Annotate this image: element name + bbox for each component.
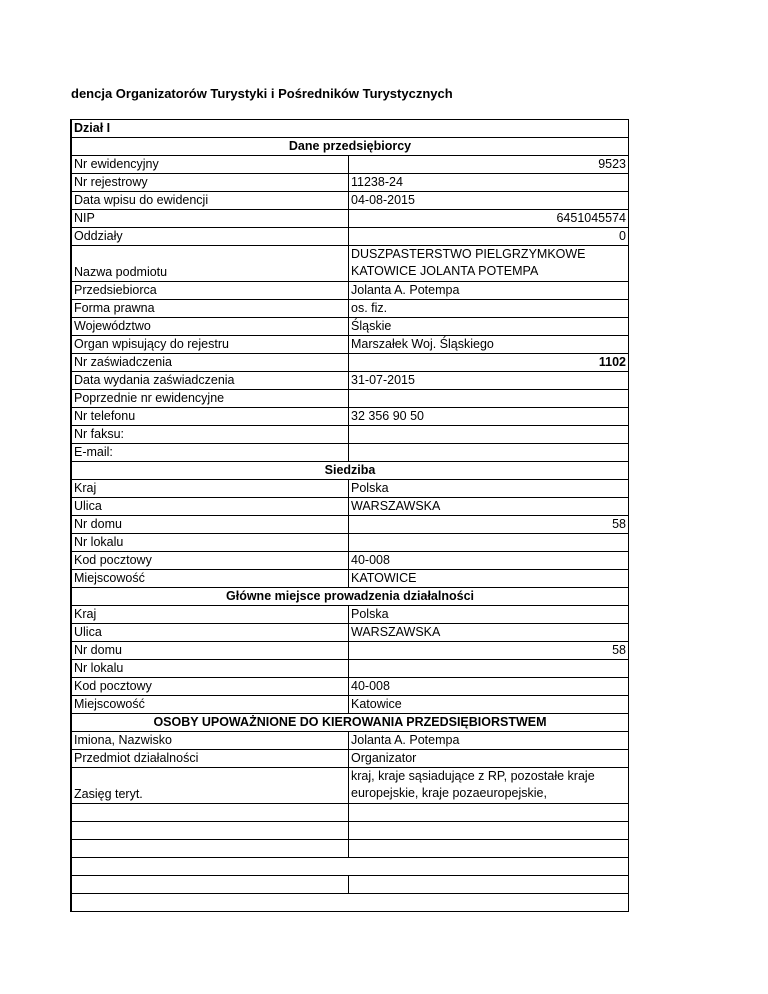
scope-line1: kraj, kraje sąsiadujące z RP, pozostałe kraje [351,769,595,783]
document-title: dencja Organizatorów Turystyki i Pośredników Turystycznych [71,86,453,101]
field-label: Przedsiebiorca [72,282,349,299]
empty-cell [72,876,349,893]
scope-row [72,768,628,804]
field-value: 04-08-2015 [351,193,415,207]
field-row [72,642,628,660]
field-label: Miejscowość [72,570,349,587]
field-row [72,678,628,696]
field-row [72,336,628,354]
field-label: Kraj [72,480,349,497]
authorized-header-row [72,714,628,732]
field-row [72,660,628,678]
section-label: Dział I [74,121,111,135]
field-label: Ulica [72,624,349,641]
field-value: Polska [351,481,389,495]
empty-row [72,840,628,858]
field-value: os. fiz. [351,301,388,315]
field-row [72,750,628,768]
empty-cell [72,840,349,857]
field-value [349,444,628,461]
field-label: Imiona, Nazwisko [72,732,349,749]
field-value: WARSZAWSKA [351,499,441,513]
field-label: Województwo [72,318,349,335]
field-row [72,570,628,588]
field-value [349,426,628,443]
field-value: 32 356 90 50 [351,409,424,423]
empty-cell [72,804,349,821]
field-value: 40-008 [351,679,390,693]
field-value: Katowice [351,697,402,711]
empty-cell [349,876,628,893]
field-value: 11238-24 [351,175,403,189]
empty-cell [349,840,628,857]
field-label: Data wydania zaświadczenia [72,372,349,389]
field-value: 58 [612,643,626,657]
empty-row [72,822,628,840]
scope-label: Zasięg teryt. [72,768,349,803]
field-row [72,624,628,642]
field-row [72,192,628,210]
entity-name-label: Nazwa podmiotu [72,246,349,281]
field-value: KATOWICE [351,571,417,585]
field-row [72,480,628,498]
field-row [72,606,628,624]
field-label: Nr domu [72,642,349,659]
field-value [349,660,628,677]
field-label: E-mail: [72,444,349,461]
field-row [72,516,628,534]
main-place-header-row [72,588,628,606]
field-row [72,300,628,318]
scope-line2: europejskie, kraje pozaeuropejskie, [351,786,547,800]
field-row [72,354,628,372]
field-label: Ulica [72,498,349,515]
field-label: Kod pocztowy [72,678,349,695]
empty-cell [349,804,628,821]
field-label: Kod pocztowy [72,552,349,569]
field-value: 1102 [598,355,626,369]
empty-row [72,858,628,876]
company-header-row [72,138,628,156]
entity-name-row [72,246,628,282]
empty-cell [72,822,349,839]
field-label: Forma prawna [72,300,349,317]
field-row [72,696,628,714]
section-row [72,120,628,138]
field-value: Śląskie [351,319,392,333]
company-header: Dane przedsiębiorcy [288,139,412,153]
seat-header: Siedziba [324,463,376,477]
field-value [349,534,628,551]
field-value: 40-008 [351,553,390,567]
field-row [72,552,628,570]
field-value: 31-07-2015 [351,373,415,387]
scope-value [349,768,628,803]
field-row [72,210,628,228]
field-value: 6451045574 [556,211,626,225]
field-value [349,390,628,407]
field-label: Data wpisu do ewidencji [72,192,349,209]
seat-header-row [72,462,628,480]
field-row [72,156,628,174]
field-value: WARSZAWSKA [351,625,441,639]
field-row [72,498,628,516]
field-label: Nr ewidencyjny [72,156,349,173]
field-label: Nr rejestrowy [72,174,349,191]
field-row [72,426,628,444]
empty-row [72,804,628,822]
field-row [72,372,628,390]
field-label: NIP [72,210,349,227]
field-row [72,390,628,408]
empty-row [72,894,628,912]
field-label: Nr lokalu [72,660,349,677]
empty-row [72,876,628,894]
field-label: Miejscowość [72,696,349,713]
registry-table [70,119,629,912]
field-value: Jolanta A. Potempa [351,733,460,747]
empty-cell [72,894,628,911]
field-row [72,732,628,750]
empty-cell [72,858,628,875]
field-row [72,228,628,246]
field-row [72,408,628,426]
entity-name-line1: DUSZPASTERSTWO PIELGRZYMKOWE [351,247,586,261]
field-label: Nr telefonu [72,408,349,425]
entity-name-value [349,246,628,281]
field-label: Nr zaświadczenia [72,354,349,371]
field-value: Organizator [351,751,417,765]
field-value: 58 [612,517,626,531]
field-label: Nr domu [72,516,349,533]
field-row [72,174,628,192]
main-place-header: Główne miejsce prowadzenia działalności [226,589,474,603]
field-label: Nr faksu: [72,426,349,443]
field-label: Oddziały [72,228,349,245]
authorized-header: OSOBY UPOWAŻNIONE DO KIEROWANIA PRZEDSIĘBIORSTWEM [153,715,547,729]
entity-name-line2: KATOWICE JOLANTA POTEMPA [351,264,539,278]
field-value: Polska [351,607,389,621]
field-label: Nr lokalu [72,534,349,551]
field-row [72,318,628,336]
field-label: Kraj [72,606,349,623]
field-label: Organ wpisujący do rejestru [72,336,349,353]
field-value: 9523 [598,157,626,171]
field-row [72,282,628,300]
field-row [72,444,628,462]
field-value: 0 [619,229,626,243]
field-value: Marszałek Woj. Śląskiego [351,337,494,351]
field-row [72,534,628,552]
empty-cell [349,822,628,839]
field-value: Jolanta A. Potempa [351,283,460,297]
field-label: Przedmiot działalności [72,750,349,767]
field-label: Poprzednie nr ewidencyjne [72,390,349,407]
